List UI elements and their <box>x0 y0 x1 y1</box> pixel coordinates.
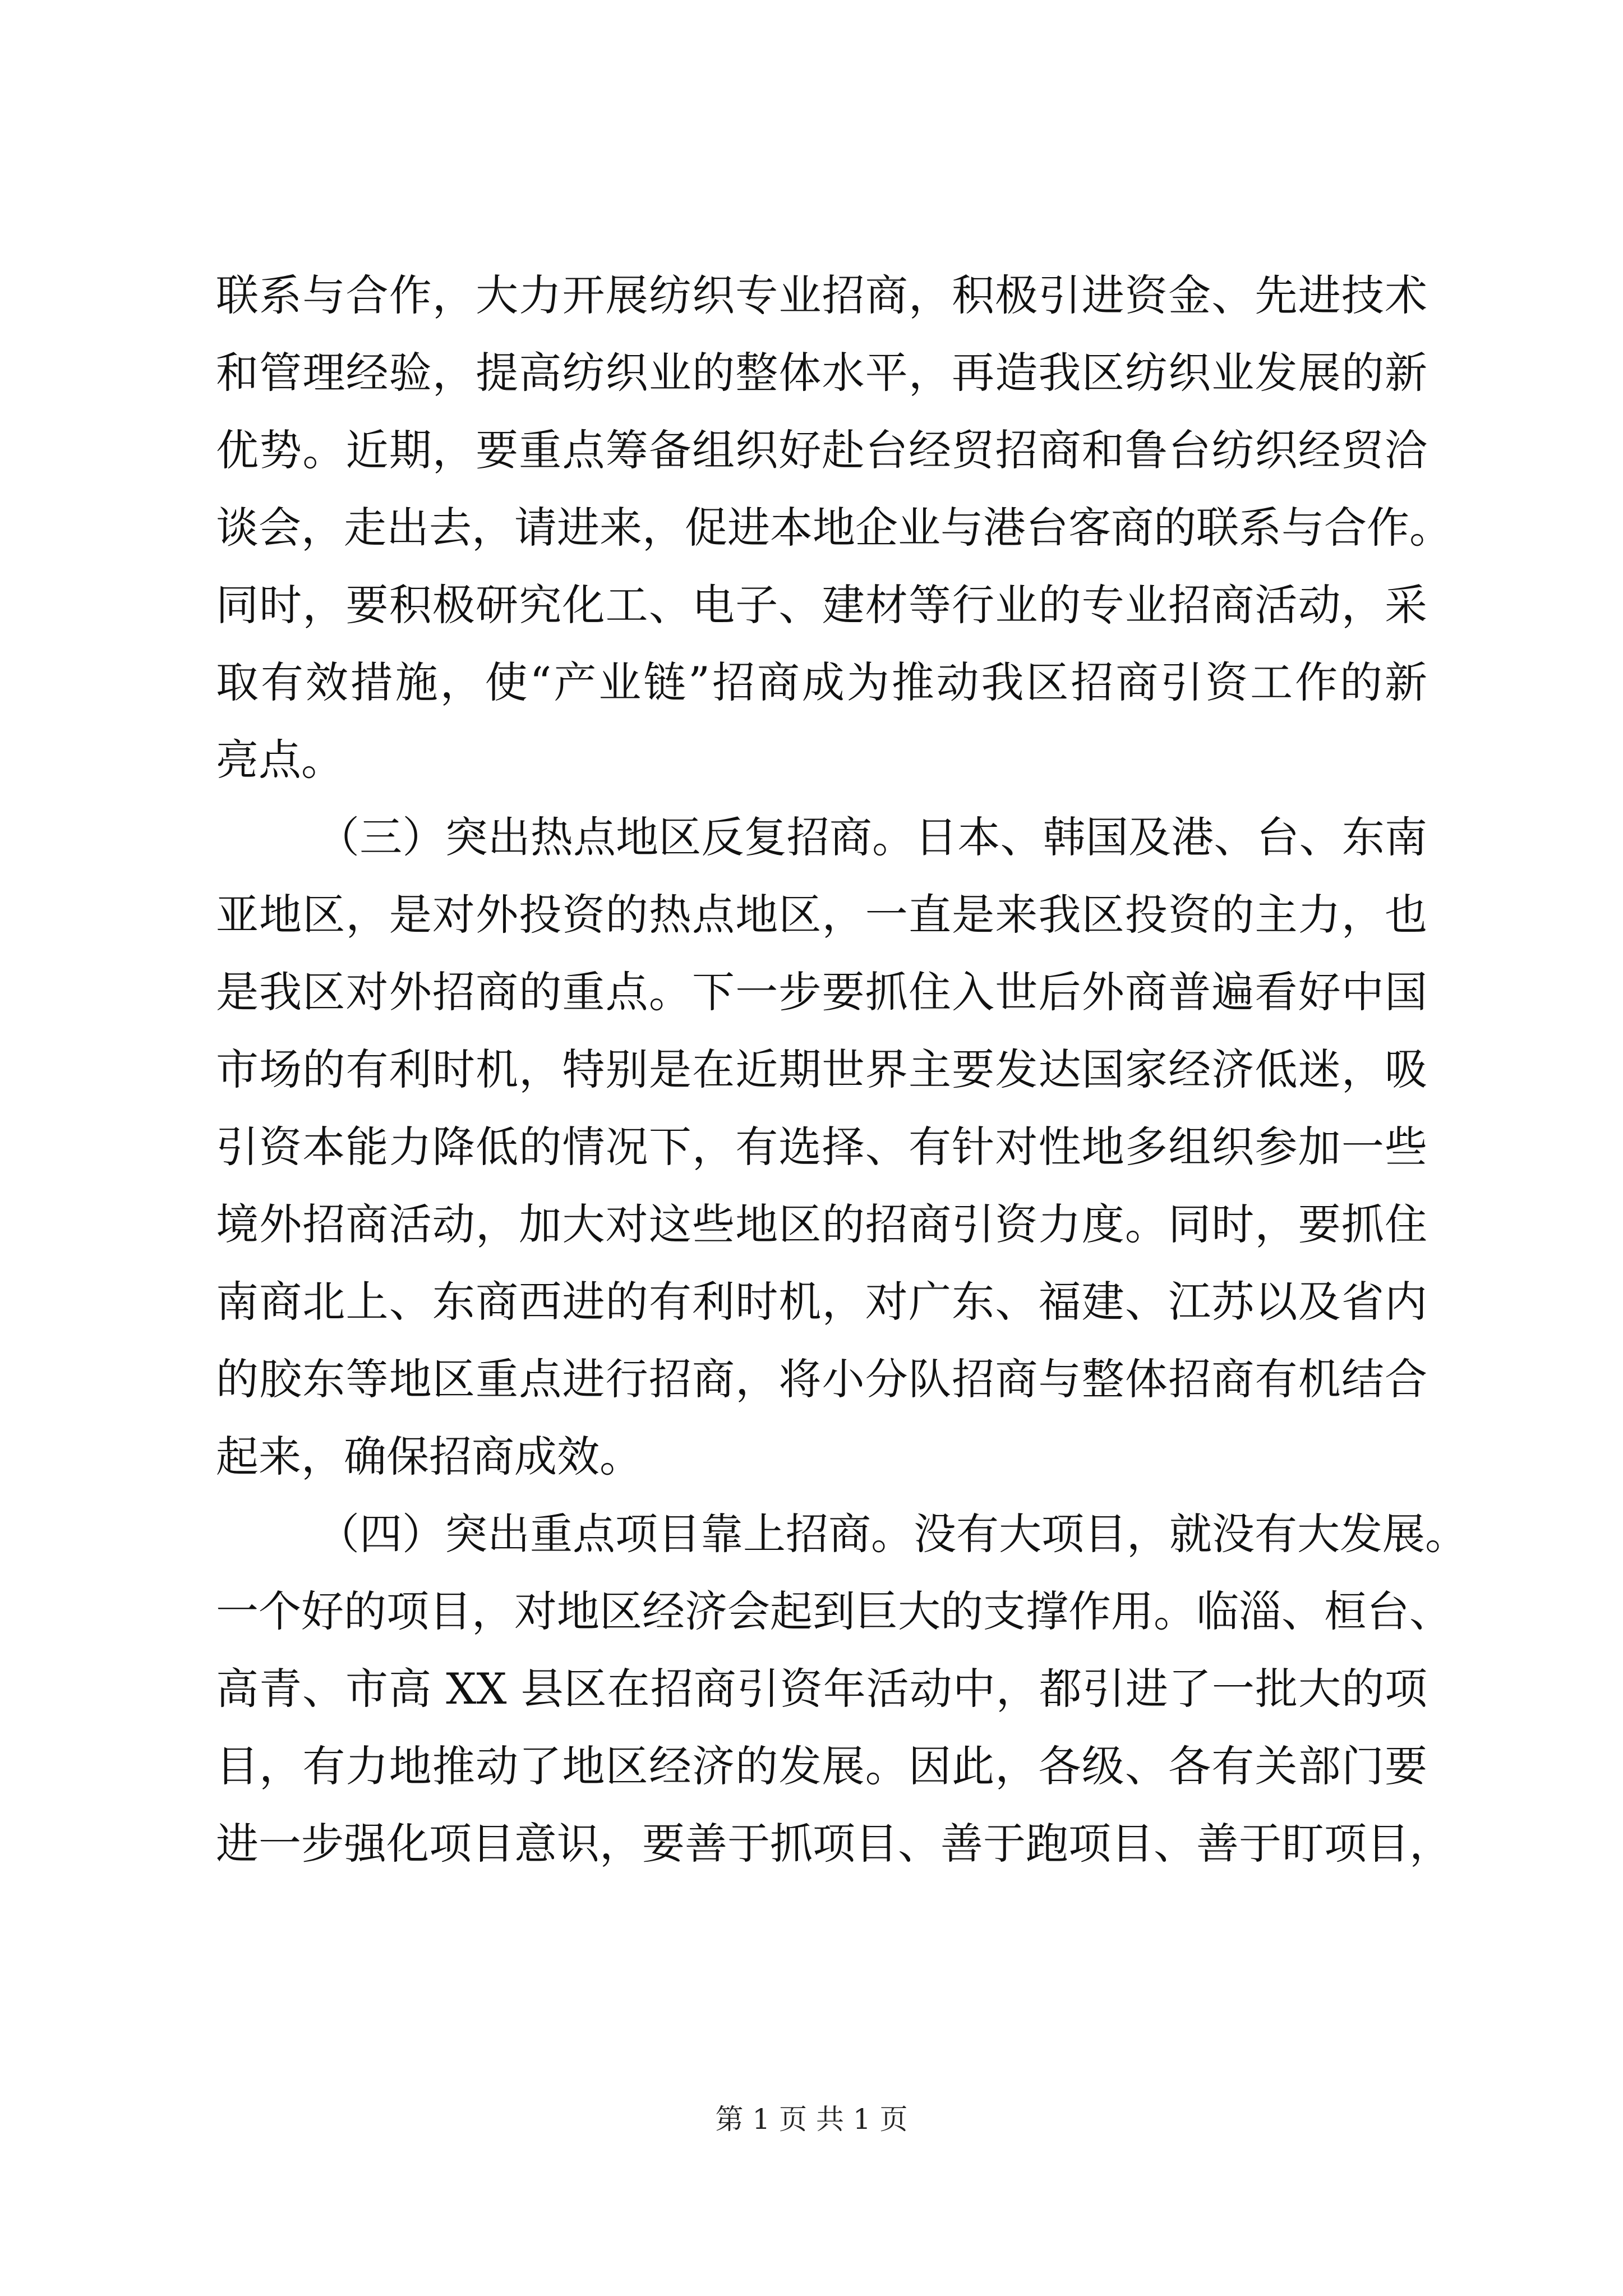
text-line: 谈会，走出去，请进来，促进本地企业与港台客商的联系与合作。 <box>216 503 1452 553</box>
text-line: 一个好的项目，对地区经济会起到巨大的支撑作用。临淄、桓台、 <box>216 1586 1452 1636</box>
text-line: 取有效措施，使“产业链”招商成为推动我区招商引资工作的新 <box>216 657 1427 707</box>
paragraph-heading-line: （三）突出热点地区反复招商。日本、韩国及港、台、东南 <box>317 812 1427 862</box>
text-line: 优势。近期，要重点筹备组织好赴台经贸招商和鲁台纺织经贸洽 <box>216 425 1427 475</box>
text-line: 联系与合作，大力开展纺织专业招商，积极引进资金、先进技术 <box>216 270 1427 320</box>
text-line: 引资本能力降低的情况下，有选择、有针对性地多组织参加一些 <box>216 1122 1427 1172</box>
text-line: 南商北上、东商西进的有利时机，对广东、福建、江苏以及省内 <box>216 1277 1427 1327</box>
text-line: 高青、市高 XX 县区在招商引资年活动中，都引进了一批大的项 <box>216 1664 1427 1714</box>
text-line: 的胶东等地区重点进行招商，将小分队招商与整体招商有机结合 <box>216 1354 1427 1404</box>
text-line: 亮点。 <box>216 735 344 785</box>
text-line: 是我区对外招商的重点。下一步要抓住入世后外商普遍看好中国 <box>216 967 1427 1017</box>
text-line: 同时，要积极研究化工、电子、建材等行业的专业招商活动，采 <box>216 580 1427 630</box>
text-line: 和管理经验，提高纺织业的整体水平，再造我区纺织业发展的新 <box>216 348 1427 398</box>
body-text <box>216 257 1468 1883</box>
text-line: 境外招商活动，加大对这些地区的招商引资力度。同时，要抓住 <box>216 1199 1427 1249</box>
paragraph-heading-line: （四）突出重点项目靠上招商。没有大项目，就没有大发展。 <box>317 1509 1468 1559</box>
text-line: 亚地区，是对外投资的热点地区，一直是来我区投资的主力，也 <box>216 890 1427 940</box>
text-line: 起来，确保招商成效。 <box>216 1432 642 1481</box>
text-line: 目，有力地推动了地区经济的发展。因此，各级、各有关部门要 <box>216 1741 1427 1791</box>
text-line: 市场的有利时机，特别是在近期世界主要发达国家经济低迷，吸 <box>216 1045 1427 1094</box>
text-line: 进一步强化项目意识，要善于抓项目、善于跑项目、善于盯项目， <box>216 1819 1452 1869</box>
page-footer: 第 1 页 共 1 页 <box>715 2103 908 2136</box>
